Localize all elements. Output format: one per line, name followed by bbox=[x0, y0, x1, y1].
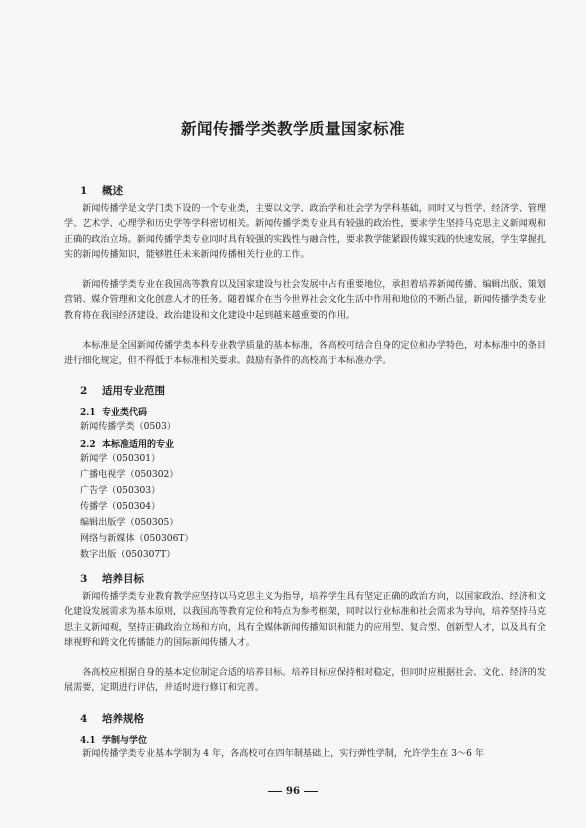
section-2-heading bbox=[80, 383, 165, 398]
subsection-number: 2.2 bbox=[80, 440, 96, 450]
subsection-2-2-heading bbox=[80, 437, 174, 450]
major-list-item: 数字出版（050307T） bbox=[80, 550, 176, 560]
page-number: 96 bbox=[286, 786, 300, 797]
section-3-paragraph-2: 各高校应根据自身的基本定位制定合适的培养目标。培养目标应保持相对稳定，但同时应根据社会、文化、经济的发展需要，定期进行评估，并适时进行修订和完善。 bbox=[64, 668, 546, 694]
section-4-paragraph-1: 新闻传播学类专业基本学制为 4 年，各高校可在四年制基础上，实行弹性学制，允许学生在 3～6 年 bbox=[82, 749, 484, 759]
section-number: 2 bbox=[80, 385, 88, 397]
subsection-4-1-heading bbox=[80, 733, 147, 746]
section-title: 培养规格 bbox=[102, 713, 144, 725]
section-number: 3 bbox=[80, 573, 88, 585]
subsection-title: 学制与学位 bbox=[102, 736, 148, 746]
page-footer bbox=[0, 786, 586, 797]
document-title: 新闻传播学类教学质量国家标准 bbox=[180, 119, 405, 138]
section-title: 概述 bbox=[102, 185, 123, 197]
subsection-title: 专业类代码 bbox=[102, 408, 148, 418]
section-1-paragraph-3: 本标准是全国新闻传播学类本科专业教学质量的基本标准，各高校可结合自身的定位和办学特色，对本标准中的条目进行细化规定，但不得低于本标准相关要求。鼓励有条件的高校高于本标准办学。 bbox=[64, 341, 546, 367]
subsection-number: 2.1 bbox=[80, 408, 96, 418]
footer-dash-left bbox=[268, 791, 282, 792]
section-1-heading bbox=[80, 183, 123, 198]
subsection-2-1-heading bbox=[80, 405, 147, 418]
major-list-item: 广播电视学（050302） bbox=[80, 470, 179, 480]
subsection-title: 本标准适用的专业 bbox=[102, 440, 175, 450]
section-3-heading bbox=[80, 571, 144, 586]
section-4-heading bbox=[80, 711, 144, 726]
section-title: 适用专业范围 bbox=[102, 385, 165, 397]
major-list-item: 网络与新媒体（050306T） bbox=[80, 534, 194, 544]
section-number: 1 bbox=[80, 185, 88, 197]
section-title: 培养目标 bbox=[102, 573, 144, 585]
major-list-item: 编辑出版学（050305） bbox=[80, 518, 179, 528]
major-list-item: 新闻学（050301） bbox=[80, 454, 161, 464]
discipline-code: 新闻传播学类（0503） bbox=[80, 422, 176, 432]
major-list-item: 广告学（050303） bbox=[80, 486, 161, 496]
footer-dash-right bbox=[304, 791, 318, 792]
section-1-paragraph-1: 新闻传播学是文学门类下设的一个专业类，主要以文学、政治学和社会学为学科基础，同时又与哲学、经济学、管理学、艺术学、心理学和历史学等学科密切相关。新闻传播学类专业具有较强的政治性，要求学生坚持马克思主义新闻观和正确的政治立场。新闻传播学类专业同时具有较强的实践性与融合性，要求教学能紧跟传媒实践的快速发展，学生掌握扎实的新闻传播知识，能够胜任未来新闻传播相关行业的工作。 bbox=[64, 204, 546, 260]
section-3-paragraph-1: 新闻传播学类专业教育教学应坚持以马克思主义为指导，培养学生具有坚定正确的政治方向，以国家政治、经济和文化建设发展需求为基本原则，以我国高等教育定位和特点为参考框架，同时以行业标准和社会需求为导向，培养坚持马克思主义新闻观，坚持正确政治立场和方向，具有全媒体新闻传播知识和能力的应用型、复合型、创新型人才，以及具有全球视野和跨文化传播能力的国际新闻传播人才。 bbox=[64, 592, 546, 648]
subsection-number: 4.1 bbox=[80, 736, 96, 746]
major-list-item: 传播学（050304） bbox=[80, 502, 161, 512]
section-1-paragraph-2: 新闻传播学类专业在我国高等教育以及国家建设与社会发展中占有重要地位，承担着培养新闻传播、编辑出版、策划营销、媒介管理和文化创意人才的任务。随着媒介在当今世界社会文化生活中作用和地位的不断凸显，新闻传播学类专业教育将在我国经济建设、政治建设和文化建设中起到越来越重要的作用。 bbox=[64, 280, 546, 321]
section-number: 4 bbox=[80, 713, 88, 725]
